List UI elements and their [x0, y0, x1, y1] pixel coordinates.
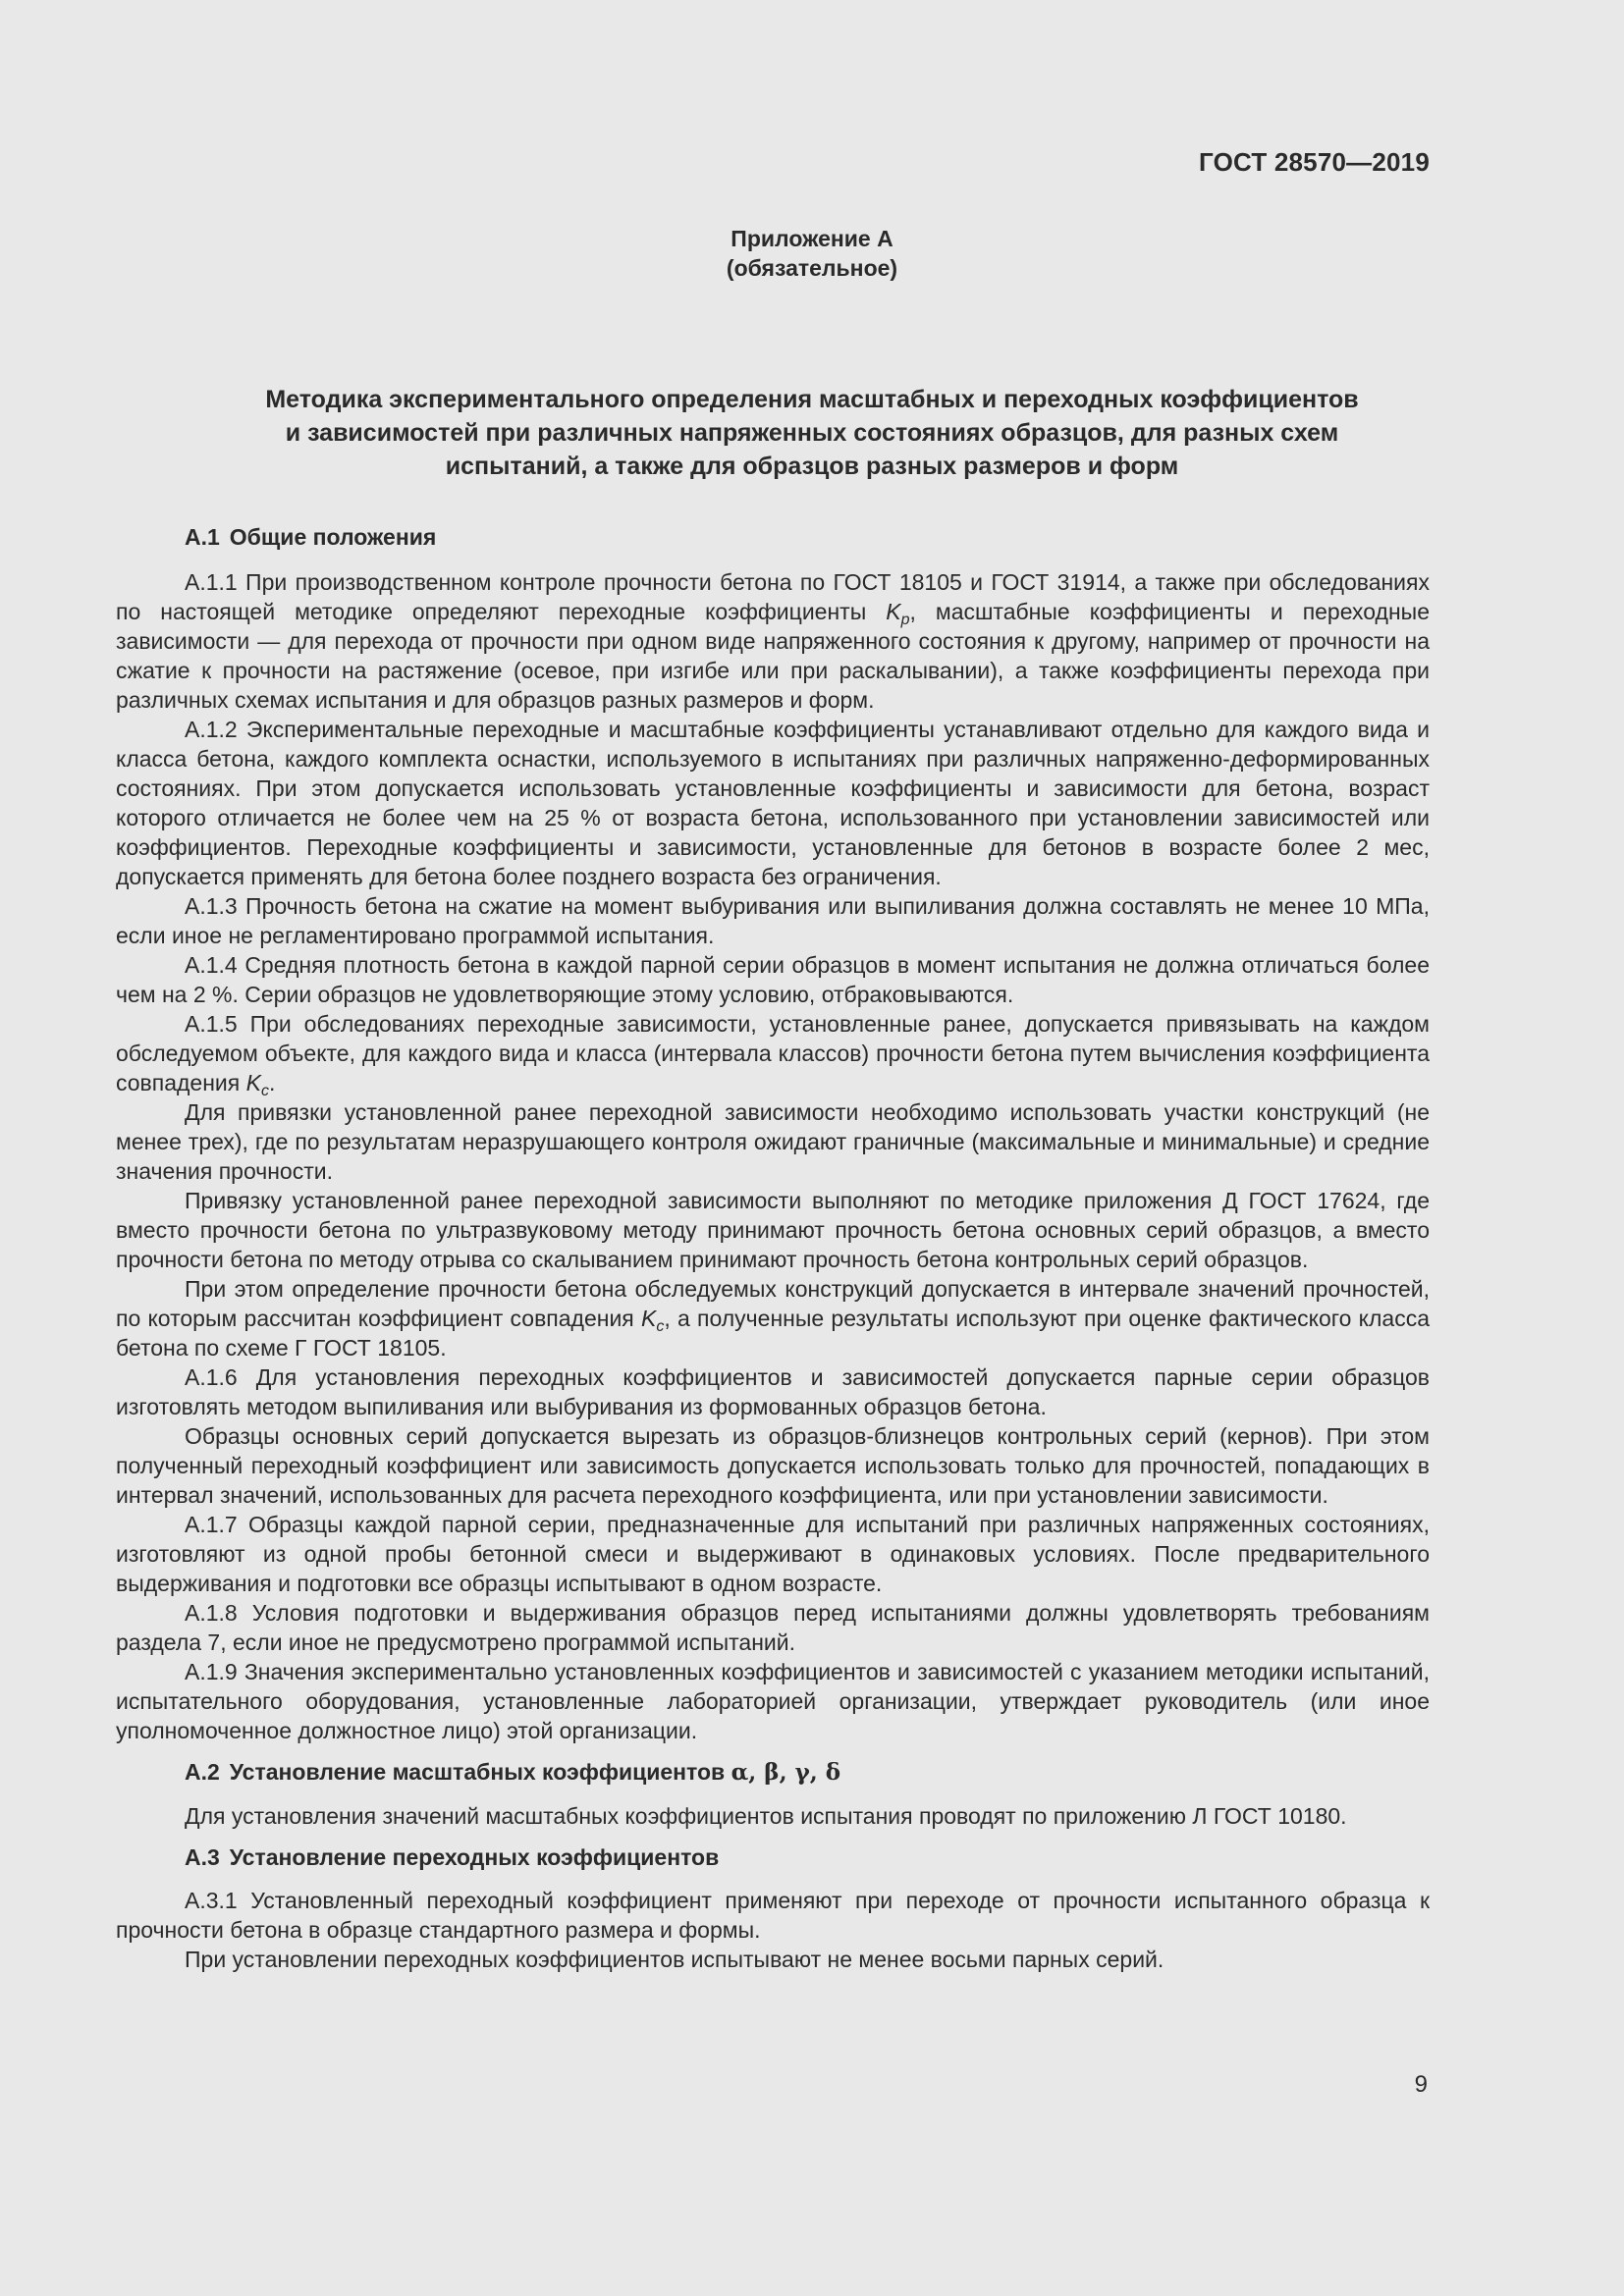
section-heading-a3: [116, 1842, 1430, 1872]
text-run: А.1.5 При обследованиях переходные зависимости, установленные ранее, допускается привязывать на каждом обследуемом объекте, для каждого вида и класса (интервала классов) прочности бетона путем вычисления коэффициента совпадения: [116, 1011, 1430, 1095]
coefficient-symbol: [641, 1306, 665, 1335]
main-title: [118, 383, 1506, 483]
section-title: Установление переходных коэффициентов: [229, 1844, 720, 1870]
page-number: 9: [1414, 2071, 1428, 2098]
paragraph-a3-1: А.3.1 Установленный переходный коэффициент применяют при переходе от прочности испытанного образца к прочности бетона в образце стандартного размера и формы.: [116, 1888, 1430, 1943]
body-text: [116, 522, 1430, 1974]
paragraph-a3-1-pairs: При установлении переходных коэффициентов испытывают не менее восьми парных серий.: [185, 1947, 1164, 1972]
section-title: Установление масштабных коэффициентов: [229, 1759, 731, 1785]
symbol-subscript: p: [900, 612, 910, 628]
paragraph-a1-6: А.1.6 Для установления переходных коэффициентов и зависимостей допускается парные серии образцов изготовлять методом выпиливания или выбуривания из формованных образцов бетона.: [116, 1364, 1430, 1419]
main-title-line-1: Методика экспериментального определения масштабных и переходных коэффициентов: [265, 386, 1359, 413]
paragraph-a1-5-interval: [116, 1274, 1430, 1362]
symbol-letter: K: [641, 1306, 657, 1331]
symbol-subscript: c: [656, 1318, 665, 1335]
text-run: , масштабные коэффициенты и переходные зависимости — для перехода от прочности при одном виде напряженного состояния к другому, например от прочности на сжатие к прочности на растяжение (осевое, при изгибе или при раскалывании), а также коэффициенты перехода при различных схемах испытания и для образцов разных размеров и форм.: [116, 599, 1430, 713]
paragraph-a1-5-method: Привязку установленной ранее переходной зависимости выполняют по методике приложения Д ГОСТ 17624, где вместо прочности бетона по ультразвуковому методу принимают прочность бетона основных серий образцов, а вместо прочности бетона по методу отрыва со скалыванием принимают прочность бетона контрольных серий образцов.: [116, 1188, 1430, 1272]
coefficient-symbol: [886, 599, 910, 628]
symbol-letter: K: [886, 599, 901, 624]
text-run: А.1.1 При производственном контроле прочности бетона по ГОСТ 18105 и ГОСТ 31914, а также при обследованиях по настоящей методике определяют переходные коэффициенты: [116, 569, 1430, 624]
document-number: ГОСТ 28570—2019: [1199, 147, 1430, 177]
paragraph-a1-8: А.1.8 Условия подготовки и выдерживания образцов перед испытаниями должны удовлетворять требованиям раздела 7, если иное не предусмотрено программой испытаний.: [116, 1600, 1430, 1655]
text-run: При этом определение прочности бетона обследуемых конструкций допускается в интервале значений прочностей, по которым рассчитан коэффициент совпадения: [116, 1276, 1430, 1331]
appendix-title: Приложение А: [731, 226, 893, 251]
section-number: А.1: [185, 524, 220, 550]
paragraph-a1-6-samples: Образцы основных серий допускается вырезать из образцов-близнецов контрольных серий (кернов). При этом полученный переходный коэффициент или зависимость допускается использовать только для прочностей, попадающих в интервал значений, использованных для расчета переходного коэффициента, или при установлении зависимости.: [116, 1423, 1430, 1508]
symbol-subscript: c: [260, 1083, 269, 1099]
main-title-line-3: испытаний, а также для образцов разных размеров и форм: [445, 453, 1179, 480]
section-number: А.2: [185, 1759, 220, 1785]
paragraph-a1-1: [116, 567, 1430, 715]
section-heading-a1: [116, 522, 1430, 552]
paragraph-a1-4: А.1.4 Средняя плотность бетона в каждой парной серии образцов в момент испытания не должна отличаться более чем на 2 %. Серии образцов не удовлетворяющие этому условию, отбраковываются.: [116, 952, 1430, 1007]
appendix-status: (обязательное): [726, 255, 898, 281]
text-run: , а полученные результаты используют при оценке фактического класса бетона по схеме Г ГОСТ 18105.: [116, 1306, 1430, 1361]
paragraph-a1-5: [116, 1009, 1430, 1097]
coefficient-symbol: [245, 1070, 269, 1099]
section-number: А.3: [185, 1844, 220, 1870]
paragraph-a1-2: А.1.2 Экспериментальные переходные и масштабные коэффициенты устанавливают отдельно для каждого вида и класса бетона, каждого комплекта оснастки, используемого в испытаниях при различных напряженно-деформированных состояниях. При этом допускается использовать установленные коэффициенты и зависимости для бетона, возраст которого отличается не более чем на 25 % от возраста бетона, использованного при установлении зависимостей или коэффициентов. Переходные коэффициенты и зависимости, установленные для бетонов в возрасте более 2 мес, допускается применять для бетона более позднего возраста без ограничения.: [116, 717, 1430, 889]
greek-symbols: α, β, γ, δ: [731, 1759, 841, 1786]
paragraph-a1-7: А.1.7 Образцы каждой парной серии, предназначенные для испытаний при различных напряженных состояниях, изготовляют из одной пробы бетонной смеси и выдерживают в одинаковых условиях. После предварительного выдерживания и подготовки все образцы испытывают в одном возрасте.: [116, 1512, 1430, 1596]
paragraph-a2-1: Для установления значений масштабных коэффициентов испытания проводят по приложению Л ГОСТ 10180.: [185, 1803, 1347, 1829]
paragraph-a1-5-binding: Для привязки установленной ранее переходной зависимости необходимо использовать участки конструкций (не менее трех), где по результатам неразрушающего контроля ожидают граничные (максимальные и минимальные) и средние значения прочности.: [116, 1099, 1430, 1184]
appendix-heading: [0, 224, 1624, 283]
text-run: .: [268, 1070, 276, 1095]
section-heading-a2: [116, 1757, 1430, 1788]
section-title: Общие положения: [229, 524, 437, 550]
paragraph-a1-3: А.1.3 Прочность бетона на сжатие на момент выбуривания или выпиливания должна составлять не менее 10 МПа, если иное не регламентировано программой испытания.: [116, 893, 1430, 948]
paragraph-a1-9: А.1.9 Значения экспериментально установленных коэффициентов и зависимостей с указанием методики испытаний, испытательного оборудования, установленные лабораторией организации, утверждает руководитель (или иное уполномоченное должностное лицо) этой организации.: [116, 1659, 1430, 1743]
main-title-line-2: и зависимостей при различных напряженных состояниях образцов, для разных схем: [285, 419, 1339, 447]
symbol-letter: K: [245, 1070, 261, 1095]
